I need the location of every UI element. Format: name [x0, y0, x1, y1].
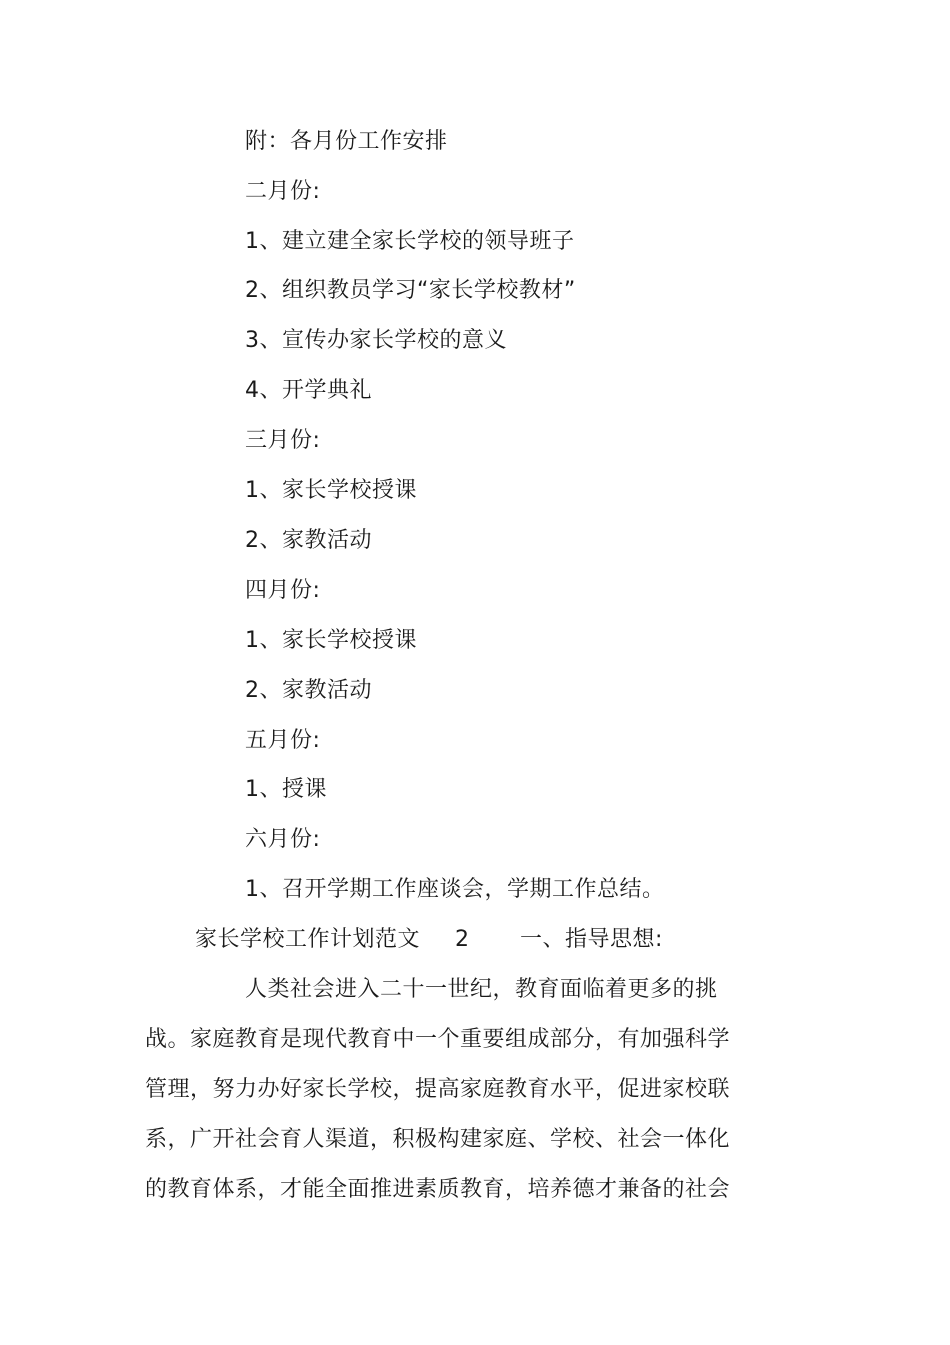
month-label: 三月份: — [245, 428, 321, 453]
section2-heading — [195, 925, 755, 955]
list-item: 2、组织教员学习“家长学校教材” — [245, 278, 576, 303]
list-item: 1、召开学期工作座谈会，学期工作总结。 — [245, 877, 665, 902]
section2-title: 家长学校工作计划范文 — [195, 927, 421, 952]
appendix-title: 附：各月份工作安排 — [245, 129, 448, 154]
paragraph-line: 人类社会进入二十一世纪，教育面临着更多的挑 — [245, 977, 718, 1002]
month-label: 二月份: — [245, 179, 321, 204]
list-item: 4、开学典礼 — [245, 378, 372, 403]
section2-subheading: 一、指导思想: — [520, 927, 663, 952]
list-item: 1、家长学校授课 — [245, 478, 417, 503]
list-item: 1、授课 — [245, 777, 327, 802]
paragraph-line: 系，广开社会育人渠道，积极构建家庭、学校、社会一体化 — [145, 1127, 731, 1152]
list-item: 2、家教活动 — [245, 678, 372, 703]
list-item: 2、家教活动 — [245, 528, 372, 553]
list-item: 1、建立建全家长学校的领导班子 — [245, 229, 575, 254]
month-label: 五月份: — [245, 728, 321, 753]
paragraph-line: 的教育体系，才能全面推进素质教育，培养德才兼备的社会 — [145, 1177, 731, 1202]
paragraph-line: 管理，努力办好家长学校，提高家庭教育水平，促进家校联 — [145, 1077, 731, 1102]
section2-number: 2 — [455, 927, 470, 952]
paragraph-line: 战。家庭教育是现代教育中一个重要组成部分，有加强科学 — [145, 1027, 731, 1052]
month-label: 六月份: — [245, 827, 321, 852]
list-item: 3、宣传办家长学校的意义 — [245, 328, 507, 353]
month-label: 四月份: — [245, 578, 321, 603]
list-item: 1、家长学校授课 — [245, 628, 417, 653]
